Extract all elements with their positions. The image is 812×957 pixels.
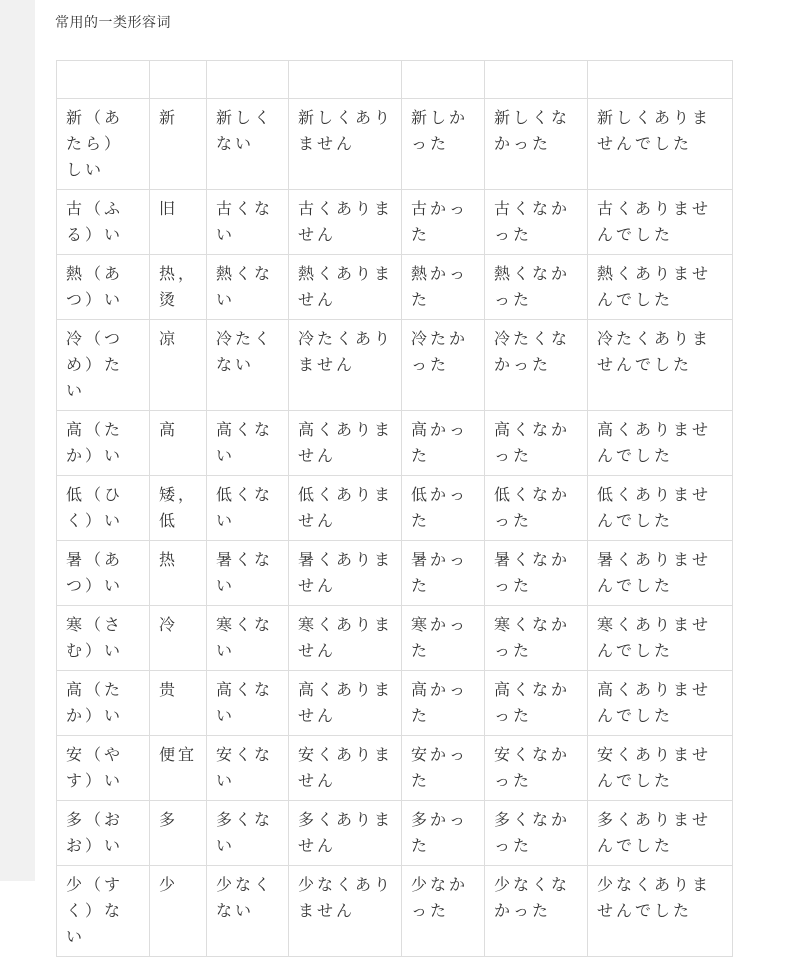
table-cell: 多くありませんでした [588, 801, 733, 866]
table-row [57, 320, 733, 411]
table-cell: 少なくありませんでした [588, 866, 733, 957]
table-cell: 暑かった [402, 541, 485, 606]
table-row [57, 671, 733, 736]
page-title: 常用的一类形容词 [55, 15, 171, 31]
table-cell: 熱くありません [289, 255, 402, 320]
table-cell: 古くありません [289, 190, 402, 255]
table-cell: 少（すく）ない [57, 866, 150, 957]
table-cell: 高くありませんでした [588, 671, 733, 736]
left-gutter [0, 0, 35, 881]
table-cell: 新しくなかった [485, 99, 588, 190]
table-cell: 安くない [207, 736, 289, 801]
table-header-row [57, 61, 733, 99]
table-cell: 多かった [402, 801, 485, 866]
table-row [57, 411, 733, 476]
table-cell: 熱くない [207, 255, 289, 320]
table-cell: 暑くない [207, 541, 289, 606]
table-row [57, 99, 733, 190]
table-cell: 便宜 [150, 736, 207, 801]
adjective-table [56, 60, 733, 957]
table-cell: 新（あたら）しい [57, 99, 150, 190]
table-cell: 多くなかった [485, 801, 588, 866]
table-cell: 冷たくありません [289, 320, 402, 411]
table-cell: 新しくありません [289, 99, 402, 190]
table-row [57, 606, 733, 671]
table-cell: 冷たくなかった [485, 320, 588, 411]
table-cell: 熱かった [402, 255, 485, 320]
table-cell: 寒くありません [289, 606, 402, 671]
table-cell: 低くなかった [485, 476, 588, 541]
table-cell: 熱くなかった [485, 255, 588, 320]
table-body [57, 99, 733, 957]
header-cell [588, 61, 733, 99]
table-cell: 贵 [150, 671, 207, 736]
table-cell: 少 [150, 866, 207, 957]
table-cell: 暑くありません [289, 541, 402, 606]
table-cell: 寒かった [402, 606, 485, 671]
table-cell: 安（やす）い [57, 736, 150, 801]
table-cell: 少なくなかった [485, 866, 588, 957]
table-cell: 凉 [150, 320, 207, 411]
table-cell: 高くない [207, 671, 289, 736]
table-row [57, 255, 733, 320]
table-cell: 冷たくありませんでした [588, 320, 733, 411]
table-cell: 多くない [207, 801, 289, 866]
table-cell: 高くなかった [485, 411, 588, 476]
table-row [57, 866, 733, 957]
table-cell: 寒くありませんでした [588, 606, 733, 671]
table-cell: 冷たかった [402, 320, 485, 411]
table-cell: 冷たくない [207, 320, 289, 411]
table-cell: 低くない [207, 476, 289, 541]
adjective-table-container [56, 60, 733, 957]
table-cell: 古くなかった [485, 190, 588, 255]
table-cell: 多くありません [289, 801, 402, 866]
table-cell: 多（おお）い [57, 801, 150, 866]
table-cell: 古くない [207, 190, 289, 255]
table-cell: 少なくありません [289, 866, 402, 957]
table-cell: 高（たか）い [57, 411, 150, 476]
table-cell: 高くありません [289, 411, 402, 476]
table-cell: 安くありません [289, 736, 402, 801]
table-cell: 高かった [402, 411, 485, 476]
table-cell: 安くありませんでした [588, 736, 733, 801]
table-cell: 低（ひく）い [57, 476, 150, 541]
table-cell: 寒くない [207, 606, 289, 671]
table-cell: 熱くありませんでした [588, 255, 733, 320]
table-cell: 冷（つめ）たい [57, 320, 150, 411]
table-cell: 安かった [402, 736, 485, 801]
header-cell [57, 61, 150, 99]
header-cell [289, 61, 402, 99]
table-row [57, 190, 733, 255]
table-cell: 高くありませんでした [588, 411, 733, 476]
header-cell [402, 61, 485, 99]
table-cell: 新しかった [402, 99, 485, 190]
table-cell: 低くありませんでした [588, 476, 733, 541]
table-cell: 冷 [150, 606, 207, 671]
table-cell: 暑（あつ）い [57, 541, 150, 606]
table-cell: 高くない [207, 411, 289, 476]
table-cell: 低かった [402, 476, 485, 541]
table-cell: 新しくない [207, 99, 289, 190]
header-cell [150, 61, 207, 99]
table-row [57, 476, 733, 541]
table-cell: 暑くなかった [485, 541, 588, 606]
table-row [57, 541, 733, 606]
table-cell: 寒（さむ）い [57, 606, 150, 671]
table-cell: 古（ふる）い [57, 190, 150, 255]
table-cell: 少なくない [207, 866, 289, 957]
table-row [57, 801, 733, 866]
table-cell: 旧 [150, 190, 207, 255]
table-cell: 多 [150, 801, 207, 866]
table-cell: 寒くなかった [485, 606, 588, 671]
table-cell: 高 [150, 411, 207, 476]
table-cell: 高かった [402, 671, 485, 736]
table-cell: 热，烫 [150, 255, 207, 320]
table-cell: 少なかった [402, 866, 485, 957]
table-cell: 热 [150, 541, 207, 606]
table-row [57, 736, 733, 801]
table-cell: 安くなかった [485, 736, 588, 801]
table-cell: 古かった [402, 190, 485, 255]
table-cell: 熱（あつ）い [57, 255, 150, 320]
table-cell: 低くありません [289, 476, 402, 541]
table-cell: 矮，低 [150, 476, 207, 541]
table-cell: 新 [150, 99, 207, 190]
table-cell: 高（たか）い [57, 671, 150, 736]
table-cell: 暑くありませんでした [588, 541, 733, 606]
header-cell [485, 61, 588, 99]
table-cell: 新しくありませんでした [588, 99, 733, 190]
table-cell: 高くありません [289, 671, 402, 736]
header-cell [207, 61, 289, 99]
table-cell: 高くなかった [485, 671, 588, 736]
table-cell: 古くありませんでした [588, 190, 733, 255]
